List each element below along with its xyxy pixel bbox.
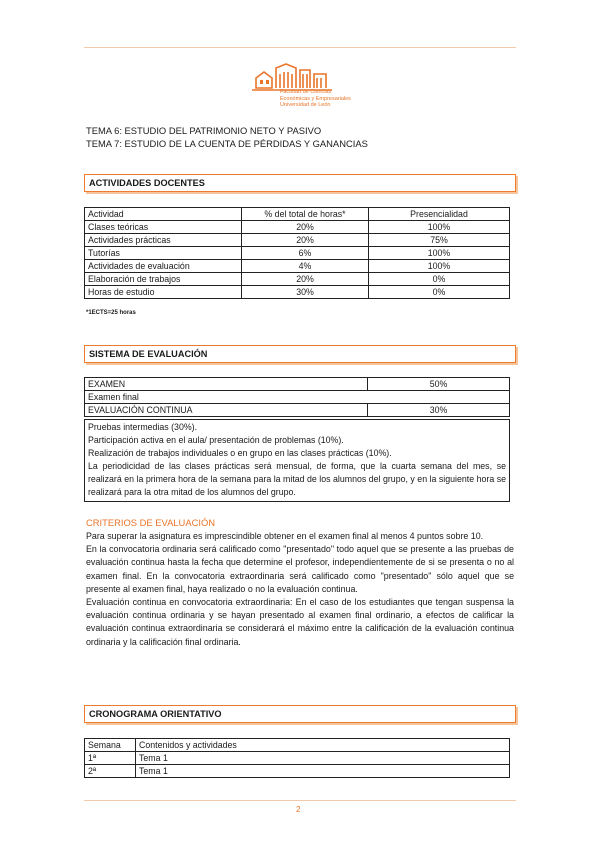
section-sistema-evaluacion: [84, 345, 516, 363]
table-cell: EXAMEN: [85, 378, 368, 391]
evaluation-line: Pruebas intermedias (30%).: [88, 422, 198, 432]
table-header-cell: Semana: [85, 739, 136, 752]
table-row: [85, 765, 510, 778]
evaluation-line: Participación activa en el aula/ presentación de problemas (10%).: [88, 435, 344, 445]
table-cell: Examen final: [85, 391, 510, 404]
table-cell: Elaboración de trabajos: [85, 273, 242, 286]
table-cell: Tema 1: [136, 765, 510, 778]
evaluation-line: La periodicidad de las clases prácticas será mensual, de forma, que la cuarta semana del mes, se realizará en la primera hora de la semana para la mitad de los alumnos del grupo, y en la siguiente hora se realizará para la otra mitad de los alumnos del grupo.: [88, 461, 506, 497]
table-row: [85, 247, 510, 260]
table-cell: 100%: [369, 221, 510, 234]
table-cell: Tema 1: [136, 752, 510, 765]
schedule-table: [84, 738, 510, 778]
table-cell: 2ª: [85, 765, 136, 778]
table-header-cell: Presencialidad: [369, 208, 510, 221]
continuous-evaluation-details: [84, 419, 510, 502]
table-cell: 0%: [369, 273, 510, 286]
criteria-title: CRITERIOS DE EVALUACIÓN: [86, 517, 216, 528]
criteria-body: [86, 530, 514, 649]
topics-list: [86, 124, 368, 150]
table-cell: 20%: [242, 234, 369, 247]
table-row: [85, 752, 510, 765]
ects-note: *1ECTS=25 horas: [86, 310, 136, 316]
section-title: ACTIVIDADES DOCENTES: [89, 178, 205, 188]
table-row: [85, 273, 510, 286]
table-cell: Actividades prácticas: [85, 234, 242, 247]
table-cell: Tutorías: [85, 247, 242, 260]
table-header-cell: Contenidos y actividades: [136, 739, 510, 752]
table-cell: 100%: [369, 247, 510, 260]
criteria-paragraph: Evaluación continua en convocatoria extraordinaria: En el caso de los estudiantes que tengan suspensa la evaluación continua ordinaria y se hayan presentado al examen final ordinario, a efectos de calificar la evaluación continua extraordinaria se considerará el máximo entre la calificación de la evaluación continua ordinaria y la calificación final ordinaria.: [86, 597, 514, 647]
table-cell: 20%: [242, 273, 369, 286]
table-header-cell: Actividad: [85, 208, 242, 221]
table-row: [85, 221, 510, 234]
evaluation-table: [84, 377, 510, 417]
table-cell: 4%: [242, 260, 369, 273]
table-row: [85, 391, 510, 404]
criteria-paragraph: Para superar la asignatura es imprescindible obtener en el examen final al menos 4 puntos sobre 10.: [86, 531, 484, 541]
table-header-row: [85, 208, 510, 221]
topic-item: TEMA 7: ESTUDIO DE LA CUENTA DE PÉRDIDAS Y GANANCIAS: [86, 138, 368, 149]
table-cell: Clases teóricas: [85, 221, 242, 234]
table-cell: 20%: [242, 221, 369, 234]
table-cell: 30%: [242, 286, 369, 299]
header-divider: [84, 47, 516, 48]
table-row: [85, 260, 510, 273]
table-cell: 30%: [368, 404, 510, 417]
table-cell: 100%: [369, 260, 510, 273]
table-row: [85, 234, 510, 247]
section-title: SISTEMA DE EVALUACIÓN: [89, 349, 208, 359]
criteria-paragraph: En la convocatoria ordinaria será calificado como "presentado" todo aquel que se presente a las pruebas de evaluación continua hasta la fecha que determine el profesor, independientemente de si se presenta o no al examen final. En la convocatoria extraordinaria será calificado como "presentado" sólo aquel que se presente al examen final, haya realizado o no la evaluación continua.: [86, 544, 514, 594]
topic-item: TEMA 6: ESTUDIO DEL PATRIMONIO NETO Y PASIVO: [86, 125, 322, 136]
section-actividades-docentes: [84, 174, 516, 192]
logo-line-1: Facultad de Ciencias: [280, 89, 332, 95]
table-cell: Actividades de evaluación: [85, 260, 242, 273]
table-cell: 75%: [369, 234, 510, 247]
logo-line-3: Universidad de León: [280, 102, 331, 108]
section-cronograma: [84, 705, 516, 723]
table-row: [85, 378, 510, 391]
table-row: [85, 404, 510, 417]
logo-line-2: Económicas y Empresariales: [280, 95, 351, 102]
table-cell: 6%: [242, 247, 369, 260]
logo-caption: [280, 89, 351, 109]
activities-table: [84, 207, 510, 299]
evaluation-line: Realización de trabajos individuales o en grupo en las clases prácticas (10%).: [88, 448, 392, 458]
table-row: [85, 286, 510, 299]
section-title: CRONOGRAMA ORIENTATIVO: [89, 709, 222, 719]
table-cell: Horas de estudio: [85, 286, 242, 299]
table-cell: 0%: [369, 286, 510, 299]
table-header-cell: % del total de horas*: [242, 208, 369, 221]
table-cell: EVALUACIÓN CONTINUA: [85, 404, 368, 417]
table-header-row: [85, 739, 510, 752]
page-number: 2: [296, 805, 301, 814]
footer-divider: [84, 800, 516, 801]
table-cell: 50%: [368, 378, 510, 391]
table-cell: 1ª: [85, 752, 136, 765]
